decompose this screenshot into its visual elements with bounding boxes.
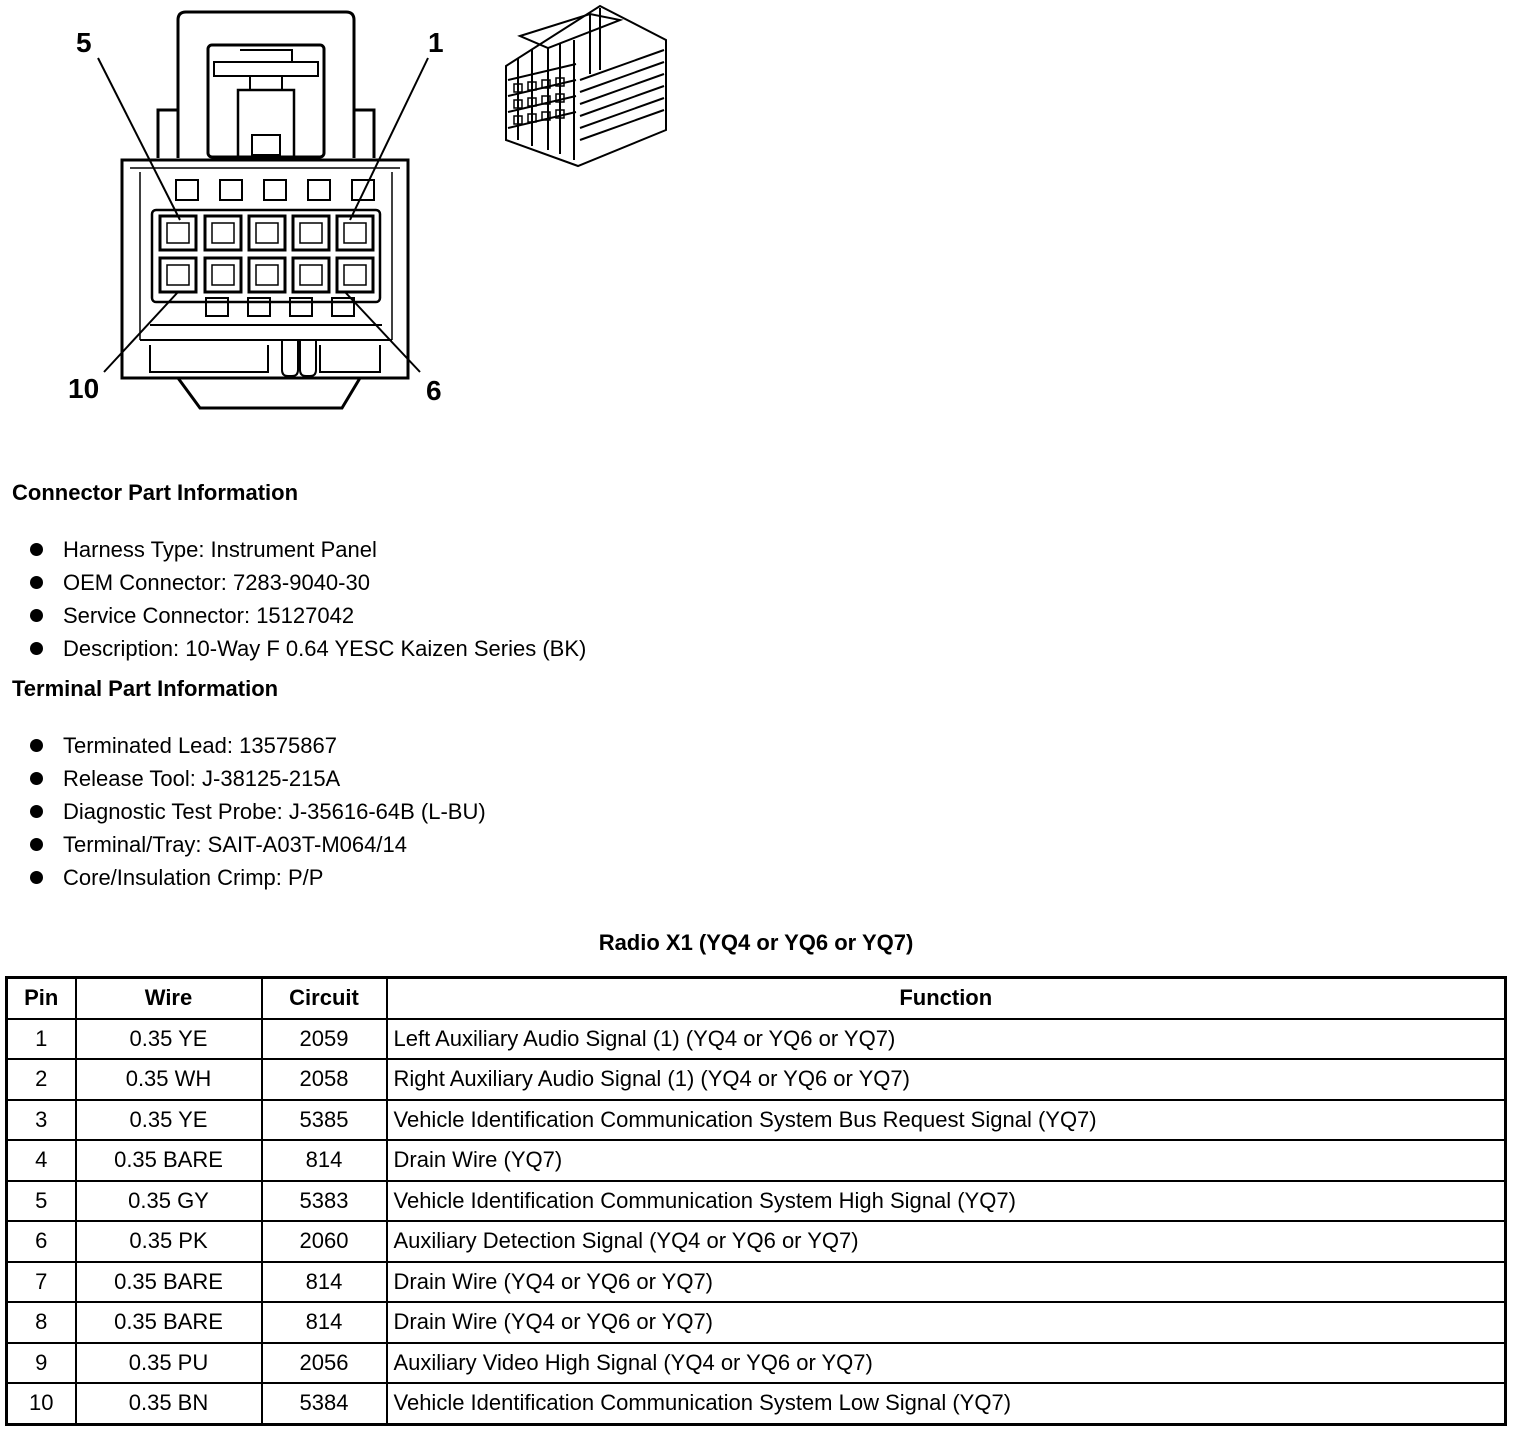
- bullet-icon: [30, 805, 43, 818]
- function-cell: Drain Wire (YQ7): [387, 1140, 1506, 1181]
- wire-cell: 0.35 BARE: [76, 1262, 262, 1303]
- function-cell: Left Auxiliary Audio Signal (1) (YQ4 or YQ6 or YQ7): [387, 1019, 1506, 1060]
- pin-cell: 2: [7, 1059, 76, 1100]
- column-header-pin: Pin: [7, 978, 76, 1019]
- pin-callout-5: 5: [76, 27, 92, 58]
- function-cell: Vehicle Identification Communication System Low Signal (YQ7): [387, 1383, 1506, 1424]
- bullet-icon: [30, 871, 43, 884]
- circuit-cell: 2059: [262, 1019, 387, 1060]
- list-item-text: Release Tool: J-38125-215A: [63, 766, 341, 791]
- table-row: [7, 1140, 1506, 1181]
- list-item-text: Core/Insulation Crimp: P/P: [63, 865, 324, 890]
- pin-cell: 1: [7, 1019, 76, 1060]
- list-item: [28, 795, 486, 828]
- connector-isometric-image: [506, 6, 666, 166]
- bullet-icon: [30, 838, 43, 851]
- wire-cell: 0.35 GY: [76, 1181, 262, 1222]
- list-item: [28, 828, 486, 861]
- column-header-circuit: Circuit: [262, 978, 387, 1019]
- function-cell: Vehicle Identification Communication System High Signal (YQ7): [387, 1181, 1506, 1222]
- list-item: [28, 861, 486, 894]
- list-item-text: OEM Connector: 7283-9040-30: [63, 570, 370, 595]
- list-item: [28, 729, 486, 762]
- list-item-text: Terminated Lead: 13575867: [63, 733, 337, 758]
- circuit-cell: 5384: [262, 1383, 387, 1424]
- list-item-text: Harness Type: Instrument Panel: [63, 537, 377, 562]
- circuit-cell: 814: [262, 1262, 387, 1303]
- wire-cell: 0.35 PU: [76, 1343, 262, 1384]
- list-item: [28, 566, 586, 599]
- connector-info-list: [28, 533, 586, 665]
- circuit-cell: 2056: [262, 1343, 387, 1384]
- bullet-icon: [30, 609, 43, 622]
- table-row: [7, 1302, 1506, 1343]
- wire-cell: 0.35 BARE: [76, 1302, 262, 1343]
- function-cell: Auxiliary Video High Signal (YQ4 or YQ6 or YQ7): [387, 1343, 1506, 1384]
- table-row: [7, 1181, 1506, 1222]
- pin-cell: 10: [7, 1383, 76, 1424]
- pin-cell: 8: [7, 1302, 76, 1343]
- function-cell: Right Auxiliary Audio Signal (1) (YQ4 or YQ6 or YQ7): [387, 1059, 1506, 1100]
- circuit-cell: 814: [262, 1140, 387, 1181]
- function-cell: Drain Wire (YQ4 or YQ6 or YQ7): [387, 1262, 1506, 1303]
- list-item: [28, 632, 586, 665]
- table-header-row: [7, 978, 1506, 1019]
- table-title: Radio X1 (YQ4 or YQ6 or YQ7): [598, 930, 914, 955]
- pin-cell: 9: [7, 1343, 76, 1384]
- pin-callout-10: 10: [68, 373, 100, 404]
- pin-callout-1: 1: [428, 27, 444, 58]
- connector-info-heading: Connector Part Information: [12, 480, 299, 505]
- wire-cell: 0.35 BARE: [76, 1140, 262, 1181]
- pin-callout-6: 6: [426, 375, 442, 406]
- pinout-table: [5, 976, 1507, 1426]
- pin-cell: 6: [7, 1221, 76, 1262]
- circuit-cell: 814: [262, 1302, 387, 1343]
- circuit-cell: 5385: [262, 1100, 387, 1141]
- list-item-text: Description: 10-Way F 0.64 YESC Kaizen Series (BK): [63, 636, 587, 661]
- column-header-wire: Wire: [76, 978, 262, 1019]
- list-item: [28, 599, 586, 632]
- table-row: [7, 1059, 1506, 1100]
- column-header-function: Function: [387, 978, 1506, 1019]
- list-item-text: Diagnostic Test Probe: J-35616-64B (L-BU): [63, 799, 486, 824]
- wire-cell: 0.35 YE: [76, 1019, 262, 1060]
- list-item-text: Terminal/Tray: SAIT-A03T-M064/14: [63, 832, 407, 857]
- function-cell: Drain Wire (YQ4 or YQ6 or YQ7): [387, 1302, 1506, 1343]
- wire-cell: 0.35 WH: [76, 1059, 262, 1100]
- wire-cell: 0.35 BN: [76, 1383, 262, 1424]
- wire-cell: 0.35 YE: [76, 1100, 262, 1141]
- circuit-cell: 5383: [262, 1181, 387, 1222]
- bullet-icon: [30, 642, 43, 655]
- table-row: [7, 1100, 1506, 1141]
- terminal-info-heading: Terminal Part Information: [12, 676, 279, 701]
- wire-cell: 0.35 PK: [76, 1221, 262, 1262]
- bullet-icon: [30, 772, 43, 785]
- table-row: [7, 1221, 1506, 1262]
- pin-cell: 4: [7, 1140, 76, 1181]
- list-item: [28, 533, 586, 566]
- table-row: [7, 1383, 1506, 1424]
- circuit-cell: 2058: [262, 1059, 387, 1100]
- circuit-cell: 2060: [262, 1221, 387, 1262]
- function-cell: Auxiliary Detection Signal (YQ4 or YQ6 or YQ7): [387, 1221, 1506, 1262]
- bullet-icon: [30, 739, 43, 752]
- bullet-icon: [30, 543, 43, 556]
- table-row: [7, 1262, 1506, 1303]
- pin-cell: 7: [7, 1262, 76, 1303]
- connector-diagram: [0, 0, 720, 420]
- terminal-info-list: [28, 729, 486, 894]
- pin-cell: 5: [7, 1181, 76, 1222]
- bullet-icon: [30, 576, 43, 589]
- list-item-text: Service Connector: 15127042: [63, 603, 355, 628]
- list-item: [28, 762, 486, 795]
- table-row: [7, 1019, 1506, 1060]
- pin-cell: 3: [7, 1100, 76, 1141]
- table-row: [7, 1343, 1506, 1384]
- function-cell: Vehicle Identification Communication System Bus Request Signal (YQ7): [387, 1100, 1506, 1141]
